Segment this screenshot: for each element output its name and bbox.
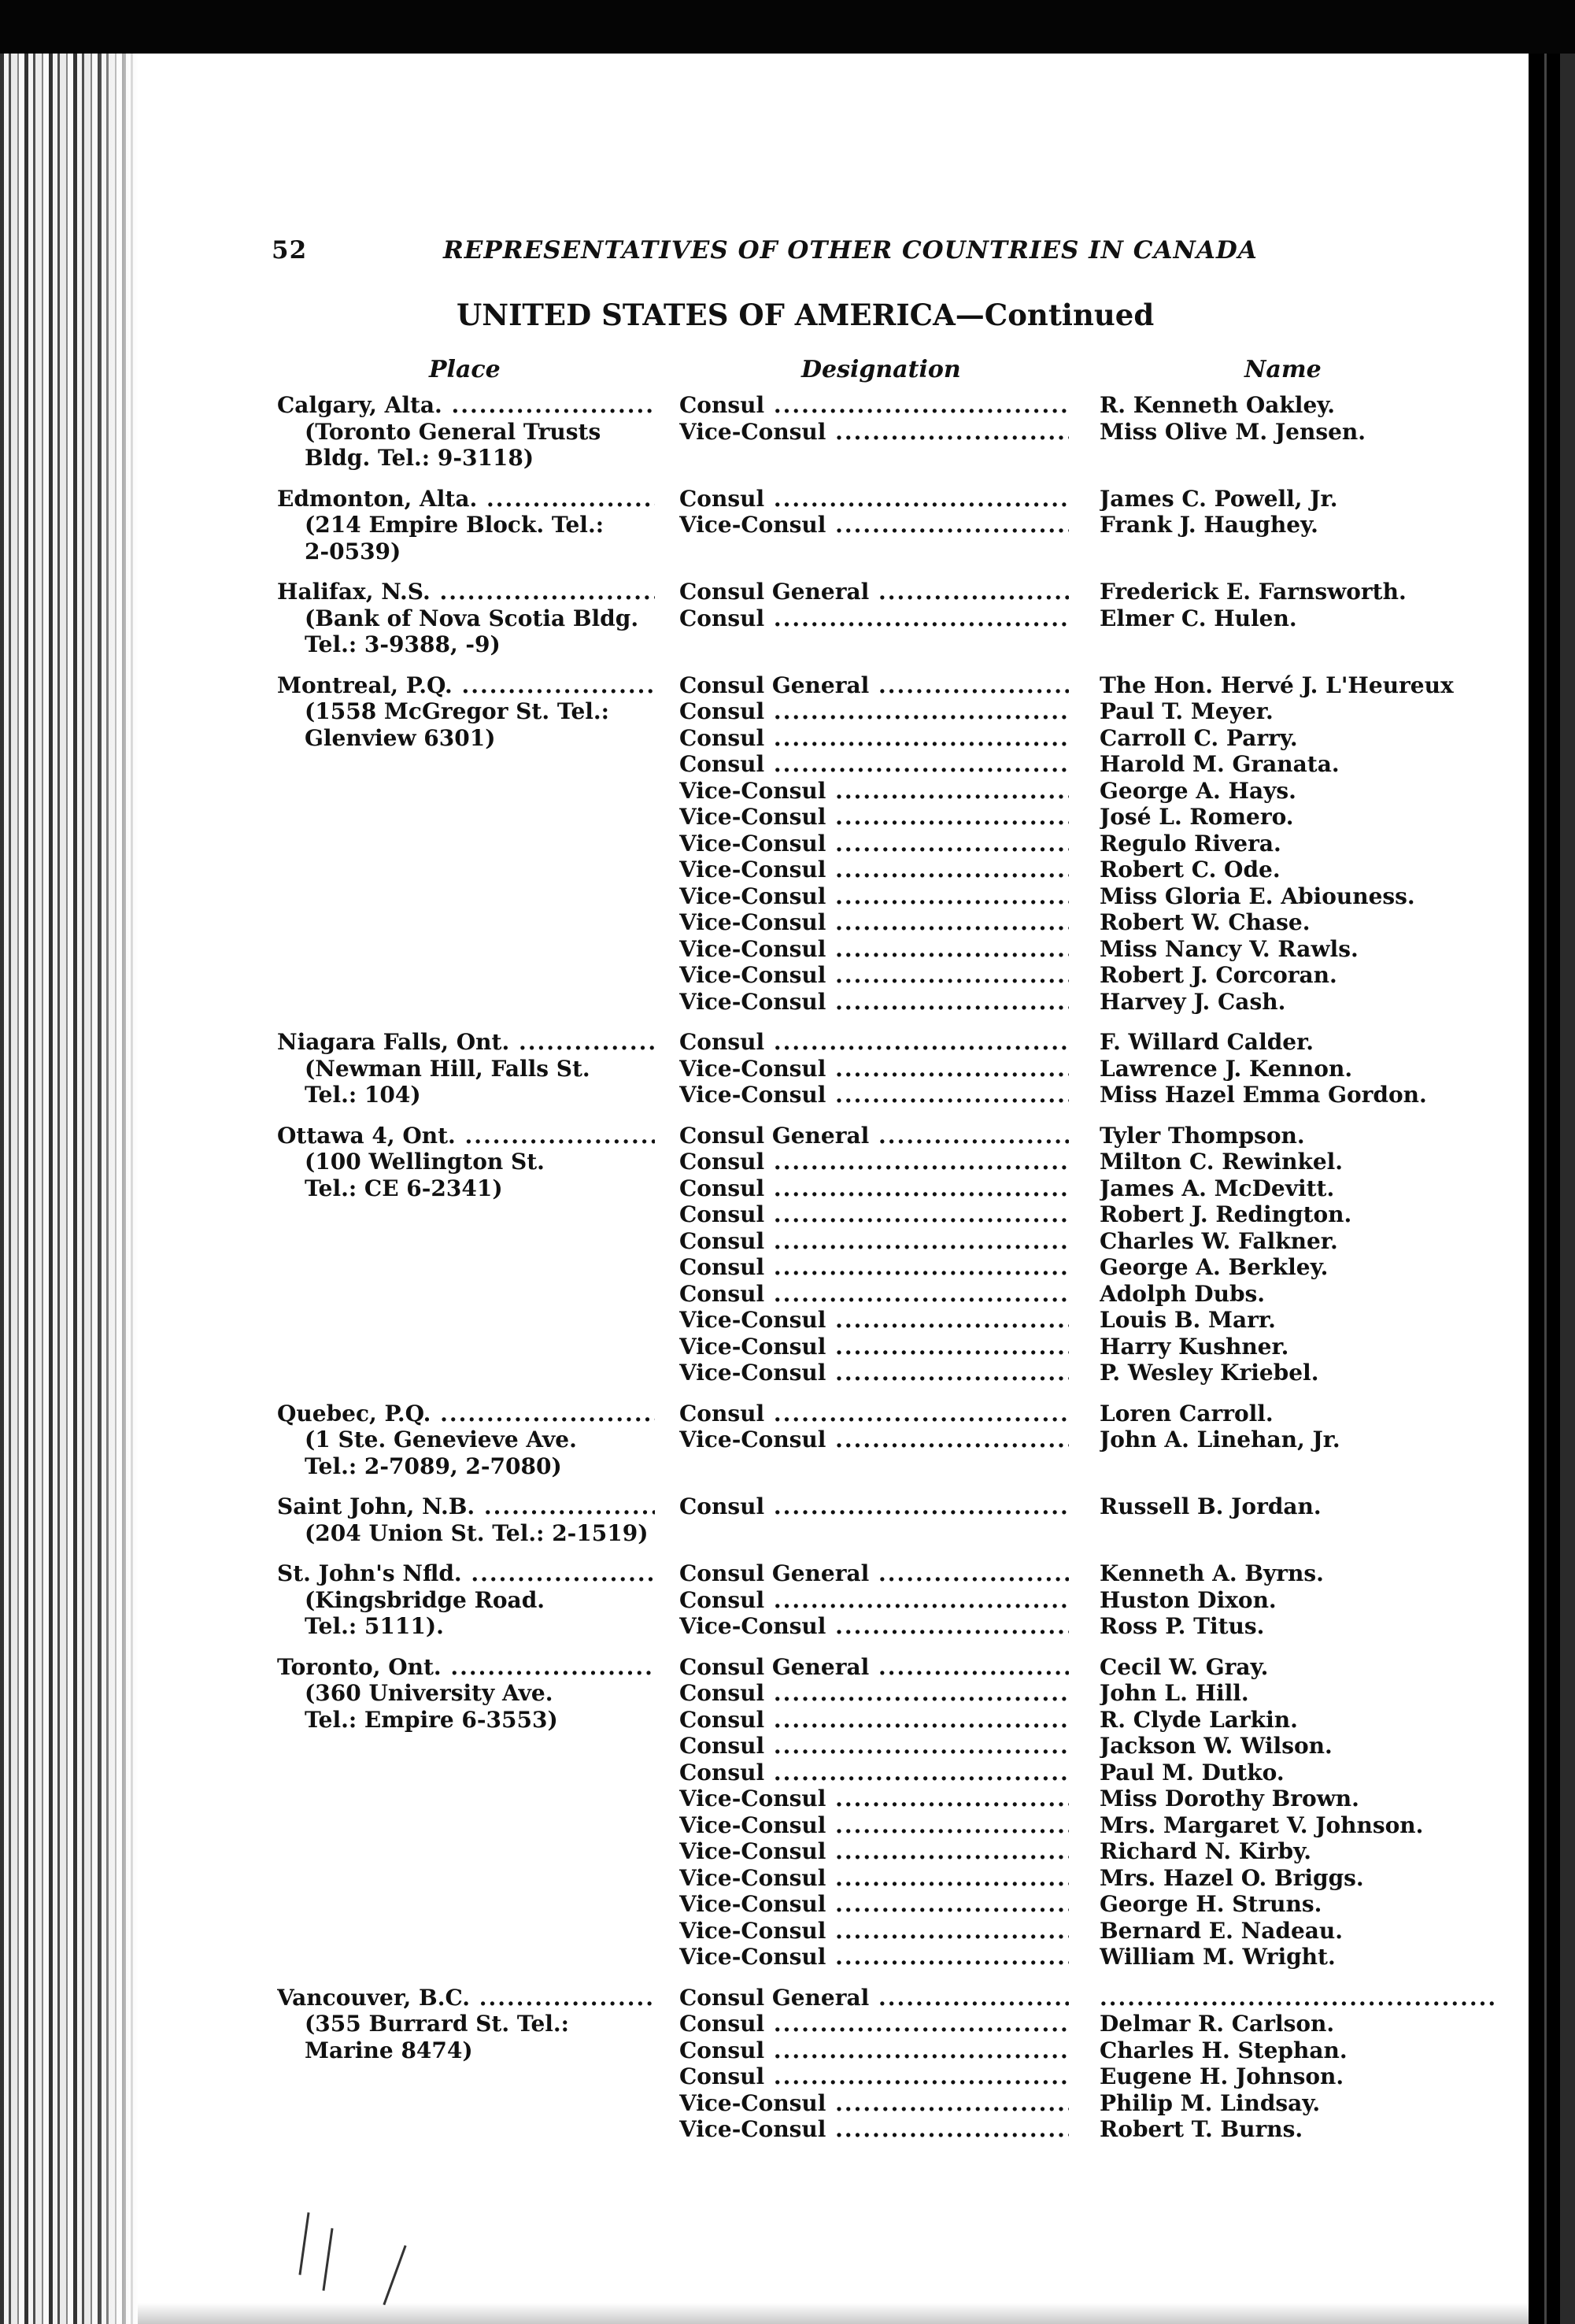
staff-name: Harvey J. Cash.: [1100, 988, 1286, 1015]
staff-name: Robert C. Ode.: [1100, 857, 1281, 883]
staff-name: Robert T. Burns.: [1100, 2116, 1303, 2142]
place-address: (Kingsbridge Road.: [305, 1586, 545, 1613]
table-row: [0, 1201, 1575, 1228]
table-row: [0, 1228, 1575, 1255]
place-city: Toronto, Ont. .....: [277, 1654, 655, 1681]
designation: Vice-Consul .....: [679, 1613, 1069, 1640]
table-row: [0, 1175, 1575, 1202]
place-address: (100 Wellington St.: [305, 1149, 545, 1175]
place-address: (360 University Ave.: [305, 1680, 553, 1706]
table-row: [0, 2116, 1575, 2143]
column-header-designation: Designation: [801, 356, 961, 383]
table-row: [0, 605, 1575, 632]
designation: Consul .....: [679, 1493, 1069, 1520]
place-address: Bldg. Tel.: 9-3118): [305, 445, 534, 471]
margin-pen-mark: [322, 2228, 333, 2291]
designation: Consul .....: [679, 1149, 1069, 1175]
table-row: [0, 1520, 1575, 1547]
staff-name: Ross P. Titus.: [1100, 1613, 1265, 1639]
scan-bottom-shadow: [138, 2303, 1529, 2324]
entry-spacer: [0, 1015, 1575, 1029]
table-row: [0, 857, 1575, 883]
designation: Vice-Consul .....: [679, 1838, 1069, 1865]
designation: Vice-Consul .....: [679, 1786, 1069, 1812]
margin-pen-mark: [298, 2212, 309, 2275]
designation: Consul .....: [679, 1401, 1069, 1427]
staff-name: Miss Hazel Emma Gordon.: [1100, 1082, 1427, 1108]
table-row: [0, 1891, 1575, 1918]
designation: Consul .....: [679, 2037, 1069, 2064]
table-row: [0, 909, 1575, 936]
staff-name: Loren Carroll.: [1100, 1400, 1274, 1427]
place-address: (355 Burrard St. Tel.:: [305, 2011, 569, 2037]
designation: Consul .....: [679, 1281, 1069, 1308]
place-city: Calgary, Alta. .....: [277, 392, 655, 419]
table-row: [0, 1918, 1575, 1945]
staff-name: George A. Berkley.: [1100, 1254, 1329, 1280]
staff-name: Harry Kushner.: [1100, 1333, 1289, 1360]
table-row: [0, 962, 1575, 989]
consulate-entry: [0, 486, 1575, 565]
consulate-entry: [0, 672, 1575, 1016]
table-row: [0, 2011, 1575, 2037]
table-row: [0, 1587, 1575, 1614]
staff-name: Jackson W. Wilson.: [1100, 1733, 1333, 1759]
staff-name: Charles W. Falkner.: [1100, 1227, 1338, 1254]
table-row: [0, 989, 1575, 1016]
designation: Consul .....: [679, 1228, 1069, 1255]
place-address: Tel.: 104): [305, 1082, 421, 1108]
place-city: Niagara Falls, Ont. .....: [277, 1029, 655, 1056]
entry-spacer: [0, 1479, 1575, 1493]
column-header-name: Name: [1244, 356, 1322, 383]
staff-name: George A. Hays.: [1100, 777, 1296, 804]
staff-name: Louis B. Marr.: [1100, 1307, 1276, 1333]
staff-name: Elmer C. Hulen.: [1100, 605, 1297, 631]
designation: Consul General .....: [679, 672, 1069, 699]
place-address: (Newman Hill, Falls St.: [305, 1055, 590, 1082]
table-row: [0, 1149, 1575, 1175]
table-row: [0, 1082, 1575, 1108]
consulate-entry: [0, 1654, 1575, 1971]
designation: Vice-Consul .....: [679, 2090, 1069, 2117]
designation: Consul .....: [679, 1587, 1069, 1614]
table-row: [0, 631, 1575, 658]
place-city: Vancouver, B.C. .....: [277, 1985, 655, 2011]
table-row: [0, 1680, 1575, 1707]
staff-name: John L. Hill.: [1100, 1680, 1249, 1706]
table-row: [0, 778, 1575, 805]
table-row: [0, 1427, 1575, 1453]
table-row: [0, 1560, 1575, 1587]
table-row: [0, 1654, 1575, 1681]
designation: Consul .....: [679, 1175, 1069, 1202]
staff-name: Adolph Dubs.: [1100, 1280, 1266, 1307]
place-address: Glenview 6301): [305, 724, 496, 751]
table-row: [0, 1254, 1575, 1281]
staff-name: Richard N. Kirby.: [1100, 1838, 1311, 1864]
staff-name: F. Willard Calder.: [1100, 1029, 1314, 1055]
entry-spacer: [0, 1971, 1575, 1985]
place-city: Saint John, N.B. .....: [277, 1493, 655, 1520]
staff-name: Huston Dixon.: [1100, 1586, 1277, 1613]
running-head: REPRESENTATIVES OF OTHER COUNTRIES IN CANADA: [443, 236, 1258, 265]
table-row: [0, 1865, 1575, 1892]
table-row: [0, 2037, 1575, 2064]
table-row: [0, 672, 1575, 699]
table-row: [0, 751, 1575, 778]
consulate-entry: [0, 392, 1575, 472]
staff-name: Robert W. Chase.: [1100, 909, 1311, 935]
place-address: Tel.: 5111).: [305, 1613, 444, 1639]
table-row: [0, 1334, 1575, 1360]
place-address: (214 Empire Block. Tel.:: [305, 512, 604, 538]
staff-name: James C. Powell, Jr.: [1100, 485, 1338, 512]
staff-name: Charles H. Stephan.: [1100, 2037, 1348, 2063]
staff-name: P. Wesley Kriebel.: [1100, 1360, 1319, 1386]
designation: Consul .....: [679, 392, 1069, 419]
entry-spacer: [0, 1108, 1575, 1123]
designation: Consul General .....: [679, 1654, 1069, 1681]
place-address: (Bank of Nova Scotia Bldg.: [305, 605, 639, 631]
staff-name: William M. Wright.: [1100, 1944, 1336, 1970]
designation: Vice-Consul .....: [679, 1891, 1069, 1918]
designation: Vice-Consul .....: [679, 989, 1069, 1016]
place-address: (1558 McGregor St. Tel.:: [305, 698, 610, 724]
designation: Vice-Consul .....: [679, 778, 1069, 805]
staff-name: Robert J. Redington.: [1100, 1201, 1352, 1227]
table-row: [0, 698, 1575, 725]
designation: Consul .....: [679, 1029, 1069, 1056]
entry-spacer: [0, 472, 1575, 486]
staff-name: Kenneth A. Byrns.: [1100, 1560, 1324, 1586]
designation: Consul .....: [679, 1733, 1069, 1760]
staff-name: John A. Linehan, Jr.: [1100, 1427, 1340, 1452]
table-row: [0, 445, 1575, 472]
margin-pen-mark: [383, 2245, 406, 2305]
designation: Vice-Consul .....: [679, 883, 1069, 910]
table-row: [0, 2063, 1575, 2090]
staff-name: Milton C. Rewinkel.: [1100, 1149, 1344, 1175]
table-row: [0, 1786, 1575, 1812]
designation: Vice-Consul .....: [679, 1427, 1069, 1453]
designation: Consul .....: [679, 1201, 1069, 1228]
designation: Consul .....: [679, 698, 1069, 725]
table-row: [0, 1707, 1575, 1734]
table-row: [0, 392, 1575, 419]
staff-name: R. Clyde Larkin.: [1100, 1706, 1298, 1733]
designation: Vice-Consul .....: [679, 1307, 1069, 1334]
place-city: Edmonton, Alta. .....: [277, 486, 655, 513]
staff-name: Bernard E. Nadeau.: [1100, 1917, 1344, 1944]
staff-name: Mrs. Margaret V. Johnson.: [1100, 1811, 1424, 1838]
place-address: 2-0539): [305, 538, 401, 564]
designation: Consul General .....: [679, 1560, 1069, 1587]
designation: Consul .....: [679, 2063, 1069, 2090]
designation: Consul General .....: [679, 579, 1069, 605]
table-row: [0, 2090, 1575, 2117]
staff-name: Mrs. Hazel O. Briggs.: [1100, 1864, 1364, 1891]
staff-name: Paul T. Meyer.: [1100, 698, 1274, 724]
designation: Consul .....: [679, 725, 1069, 752]
place-address: (Toronto General Trusts: [305, 418, 601, 445]
staff-name: Miss Gloria E. Abiouness.: [1100, 883, 1415, 909]
table-row: [0, 804, 1575, 831]
table-row: [0, 1281, 1575, 1308]
table-row: [0, 936, 1575, 963]
table-row: [0, 1812, 1575, 1839]
entry-spacer: [0, 658, 1575, 672]
page-header: [272, 236, 1295, 276]
consulate-entry: [0, 1401, 1575, 1480]
consulate-entry: [0, 1985, 1575, 2143]
designation: Vice-Consul .....: [679, 1865, 1069, 1892]
column-header-place: Place: [429, 356, 501, 383]
table-row: [0, 538, 1575, 565]
designation: Vice-Consul .....: [679, 1918, 1069, 1945]
staff-name: Eugene H. Johnson.: [1100, 2063, 1344, 2089]
scan-top-border: [0, 0, 1575, 54]
designation: Vice-Consul .....: [679, 419, 1069, 446]
place-address: (204 Union St. Tel.: 2-1519): [305, 1519, 649, 1546]
table-row: [0, 1613, 1575, 1640]
table-row: [0, 1453, 1575, 1480]
table-row: [0, 1029, 1575, 1056]
consulate-entry: [0, 1560, 1575, 1640]
page-number: 52: [272, 236, 308, 265]
designation: Consul General .....: [679, 1123, 1069, 1149]
table-row: [0, 1401, 1575, 1427]
staff-name: José L. Romero.: [1100, 804, 1294, 830]
designation: Vice-Consul .....: [679, 512, 1069, 538]
staff-name: Harold M. Granata.: [1100, 751, 1340, 777]
table-row: [0, 883, 1575, 910]
consulate-entry: [0, 1493, 1575, 1546]
table-row: [0, 831, 1575, 857]
staff-name: Regulo Rivera.: [1100, 830, 1281, 857]
staff-name: Carroll C. Parry.: [1100, 724, 1298, 751]
place-city: Halifax, N.S. .....: [277, 579, 655, 605]
staff-name: Paul M. Dutko.: [1100, 1759, 1285, 1786]
staff-name: Robert J. Corcoran.: [1100, 962, 1337, 988]
designation: Consul .....: [679, 605, 1069, 632]
staff-name: Frank J. Haughey.: [1100, 512, 1318, 538]
staff-name: R. Kenneth Oakley.: [1100, 392, 1336, 418]
consulate-list: [0, 392, 1575, 2143]
place-address: Tel.: 3-9388, -9): [305, 631, 501, 657]
designation: Vice-Consul .....: [679, 857, 1069, 883]
designation: Vice-Consul .....: [679, 831, 1069, 857]
table-row: [0, 1360, 1575, 1386]
consulate-entry: [0, 579, 1575, 658]
designation: Vice-Consul .....: [679, 1944, 1069, 1971]
designation: Consul General .....: [679, 1985, 1069, 2011]
designation: Vice-Consul .....: [679, 1334, 1069, 1360]
designation: Vice-Consul .....: [679, 936, 1069, 963]
table-row: [0, 419, 1575, 446]
section-title: UNITED STATES OF AMERICA—Continued: [457, 298, 1155, 332]
place-city: Quebec, P.Q. .....: [277, 1401, 655, 1427]
place-address: (1 Ste. Genevieve Ave.: [305, 1427, 577, 1452]
entry-spacer: [0, 564, 1575, 579]
designation: Vice-Consul .....: [679, 962, 1069, 989]
staff-name: Tyler Thompson.: [1100, 1122, 1305, 1149]
designation: Consul .....: [679, 1254, 1069, 1281]
designation: Vice-Consul .....: [679, 1056, 1069, 1082]
entry-spacer: [0, 1386, 1575, 1401]
place-address: Tel.: CE 6-2341): [305, 1175, 503, 1201]
table-row: [0, 1056, 1575, 1082]
place-address: Tel.: 2-7089, 2-7080): [305, 1452, 562, 1479]
staff-name: Cecil W. Gray.: [1100, 1653, 1269, 1680]
staff-name: [1100, 1985, 1540, 2011]
place-city: Ottawa 4, Ont. .....: [277, 1123, 655, 1149]
staff-name: Philip M. Lindsay.: [1100, 2089, 1321, 2116]
table-row: [0, 725, 1575, 752]
place-city: St. John's Nfld. .....: [277, 1560, 655, 1587]
staff-name: Miss Olive M. Jensen.: [1100, 418, 1366, 445]
staff-name: Miss Dorothy Brown.: [1100, 1786, 1359, 1811]
table-row: [0, 1307, 1575, 1334]
entry-spacer: [0, 1546, 1575, 1560]
place-address: Marine 8474): [305, 2037, 473, 2063]
designation: Consul .....: [679, 751, 1069, 778]
entry-spacer: [0, 1640, 1575, 1654]
staff-name: Miss Nancy V. Rawls.: [1100, 935, 1359, 962]
table-row: [0, 1733, 1575, 1760]
table-row: [0, 1760, 1575, 1786]
staff-name: George H. Struns.: [1100, 1891, 1322, 1917]
designation: Consul .....: [679, 1680, 1069, 1707]
table-row: [0, 1123, 1575, 1149]
designation: Consul .....: [679, 486, 1069, 513]
place-city: Montreal, P.Q. .....: [277, 672, 655, 699]
designation: Consul .....: [679, 1760, 1069, 1786]
designation: Vice-Consul .....: [679, 1082, 1069, 1108]
designation: Vice-Consul .....: [679, 804, 1069, 831]
designation: Vice-Consul .....: [679, 1812, 1069, 1839]
consulate-entry: [0, 1123, 1575, 1386]
staff-name: Russell B. Jordan.: [1100, 1493, 1322, 1519]
designation: Vice-Consul .....: [679, 2116, 1069, 2143]
place-address: Tel.: Empire 6-3553): [305, 1706, 558, 1733]
designation: Consul .....: [679, 1707, 1069, 1734]
staff-name: James A. McDevitt.: [1100, 1175, 1335, 1201]
table-row: [0, 512, 1575, 538]
designation: Vice-Consul .....: [679, 1360, 1069, 1386]
designation: Consul .....: [679, 2011, 1069, 2037]
staff-name: The Hon. Hervé J. L'Heureux: [1100, 672, 1454, 698]
staff-name: Delmar R. Carlson.: [1100, 2011, 1335, 2037]
table-row: [0, 1493, 1575, 1520]
table-row: [0, 1944, 1575, 1971]
table-row: [0, 486, 1575, 513]
table-row: [0, 1985, 1575, 2011]
table-row: [0, 1838, 1575, 1865]
table-row: [0, 579, 1575, 605]
designation: Vice-Consul .....: [679, 909, 1069, 936]
staff-name: Frederick E. Farnsworth.: [1100, 579, 1407, 605]
consulate-entry: [0, 1029, 1575, 1108]
staff-name: Lawrence J. Kennon.: [1100, 1055, 1353, 1082]
